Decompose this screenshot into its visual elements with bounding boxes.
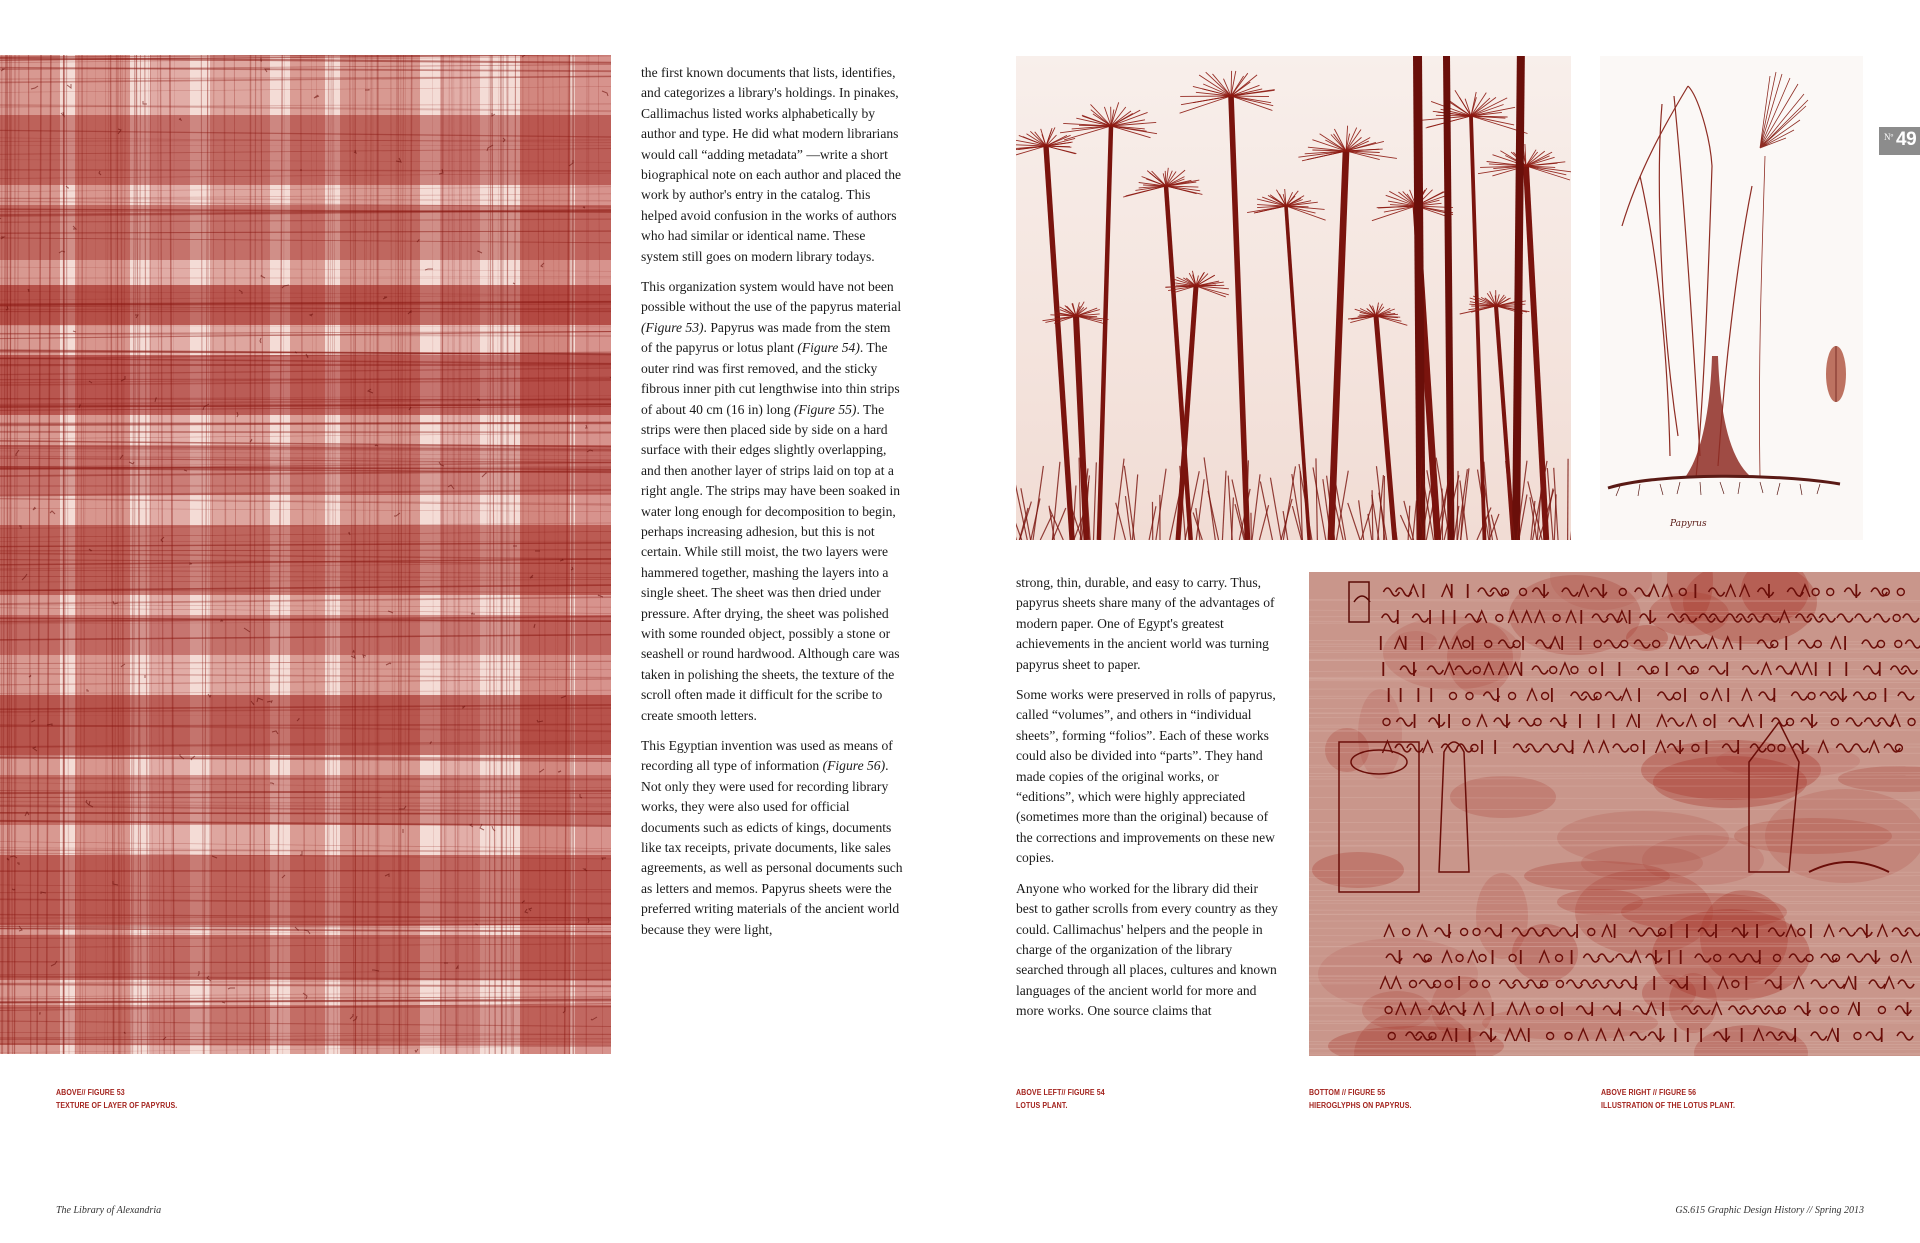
footer-right: GS.615 Graphic Design History // Spring 2013 — [1675, 1205, 1864, 1216]
caption-figure-56 — [1601, 1086, 1735, 1112]
col1-paragraph-1: the first known documents that lists, identifies, and categorizes a library's holdings. In pinakes, Callimachus listed works alphabetically by author and type. He did what modern librarians would call “adding metadata” —write a short biographical note on each author and placed the work by author's entry in the catalog. This helped avoid confusion in the works of authors who had similar or identical name. These system still goes on modern library todays. — [641, 65, 902, 264]
body-text: . The outer rind was first removed, and the sticky fibrous inner pith cut lengthwise into thin strips of about 40 cm (16 in) long — [641, 340, 900, 417]
caption-figure-54-label: ABOVE LEFT// FIGURE 54 — [1016, 1087, 1105, 1097]
figure-56-lotus-illustration — [1600, 56, 1863, 540]
caption-figure-53-text: TEXTURE OF LAYER OF PAPYRUS. — [56, 1100, 178, 1110]
figure-reference: (Figure 54) — [797, 340, 860, 356]
body-text: This Egyptian invention was used as means of recording all type of information — [641, 738, 893, 774]
caption-figure-55-label: BOTTOM // FIGURE 55 — [1309, 1087, 1386, 1097]
caption-figure-53-label: ABOVE// FIGURE 53 — [56, 1087, 125, 1097]
hieroglyphs-image — [1309, 572, 1920, 1056]
col2-paragraph-2: Some works were preserved in rolls of papyrus, called “volumes”, and others in “individual sheets”, forming “folios”. Each of these works could also be divided into “parts”. They hand made copies of the original works, or “editions”, which were highly appreciated (sometimes more than the original) because of the corrections and improvements on these new copies. — [1016, 687, 1276, 866]
col1-paragraph-3 — [641, 736, 904, 940]
caption-figure-54 — [1016, 1086, 1105, 1112]
body-text: . The strips were then placed side by side on a hard surface with their edges slightly overlapping, and then another layer of strips laid on top at a right angle. The strips may have been soaked in water long enough for decomposition to begin, perhaps increasing adhesion, but this is not certain. While still moist, the two layers were hammered together, mashing the layers into a single sheet. The sheet was then dried under pressure. After drying, the sheet was polished with some rounded object, possibly a stone or seashell or round hardwood. Although care was taken in polishing the sheets, the texture of the scroll often made it difficult for the scribe to create smooth letters. — [641, 401, 901, 723]
page-number: 49 — [1896, 129, 1917, 150]
lotus-plant-image — [1016, 56, 1571, 540]
body-text: This organization system would have not been possible without the use of the papyrus material — [641, 279, 902, 315]
figure-reference: (Figure 56) — [822, 758, 886, 774]
lotus-illustration-image — [1600, 56, 1863, 540]
papyrus-texture-image — [0, 55, 611, 1054]
body-column-2 — [1016, 573, 1278, 1032]
figure-reference: (Figure 53) — [641, 319, 704, 335]
body-column-1 — [641, 63, 904, 950]
page-number-tab — [1879, 127, 1920, 155]
figure-55-hieroglyphs-papyrus — [1309, 572, 1920, 1056]
col1-paragraph-2 — [641, 277, 904, 726]
caption-figure-56-text: ILLUSTRATION OF THE LOTUS PLANT. — [1601, 1100, 1736, 1110]
body-text: . Papyrus was made from the stem of the papyrus or lotus plant — [641, 319, 891, 356]
col2-paragraph-1: strong, thin, durable, and easy to carry. Thus, papyrus sheets share many of the advantages of modern paper. One of Egypt's greatest achievements in the ancient world was turning papyrus sheet to paper. — [1016, 575, 1275, 672]
caption-figure-54-text: LOTUS PLANT. — [1016, 1100, 1068, 1110]
page-number-prefix: Nº — [1884, 132, 1894, 142]
caption-figure-56-label: ABOVE RIGHT // FIGURE 56 — [1601, 1087, 1697, 1097]
figure-reference: (Figure 55) — [793, 401, 857, 417]
col2-paragraph-3: Anyone who worked for the library did their best to gather scrolls from every country as they could. Callimachus' helpers and the people in charge of the organization of the library searched through all places, cultures and known languages of the ancient world for more and more works. One source claims that — [1016, 880, 1278, 1019]
footer-left: The Library of Alexandria — [56, 1205, 162, 1216]
caption-figure-55-text: HIEROGLYPHS ON PAPYRUS. — [1309, 1100, 1412, 1110]
caption-figure-53 — [56, 1086, 177, 1112]
body-text: . Not only they were used for recording library works, they were also used for official documents such as edicts of kings, documents like tax receipts, private documents, like sales agreements, as well as personal documents such as letters and memos. Papyrus sheets were the preferred writing materials of the ancient world because they were light, — [641, 758, 903, 937]
figure-53-papyrus-texture — [0, 55, 611, 1054]
caption-figure-55 — [1309, 1086, 1412, 1112]
illustration-signature: Papyrus — [1670, 519, 1707, 529]
figure-54-lotus-plant-photo — [1016, 56, 1571, 540]
